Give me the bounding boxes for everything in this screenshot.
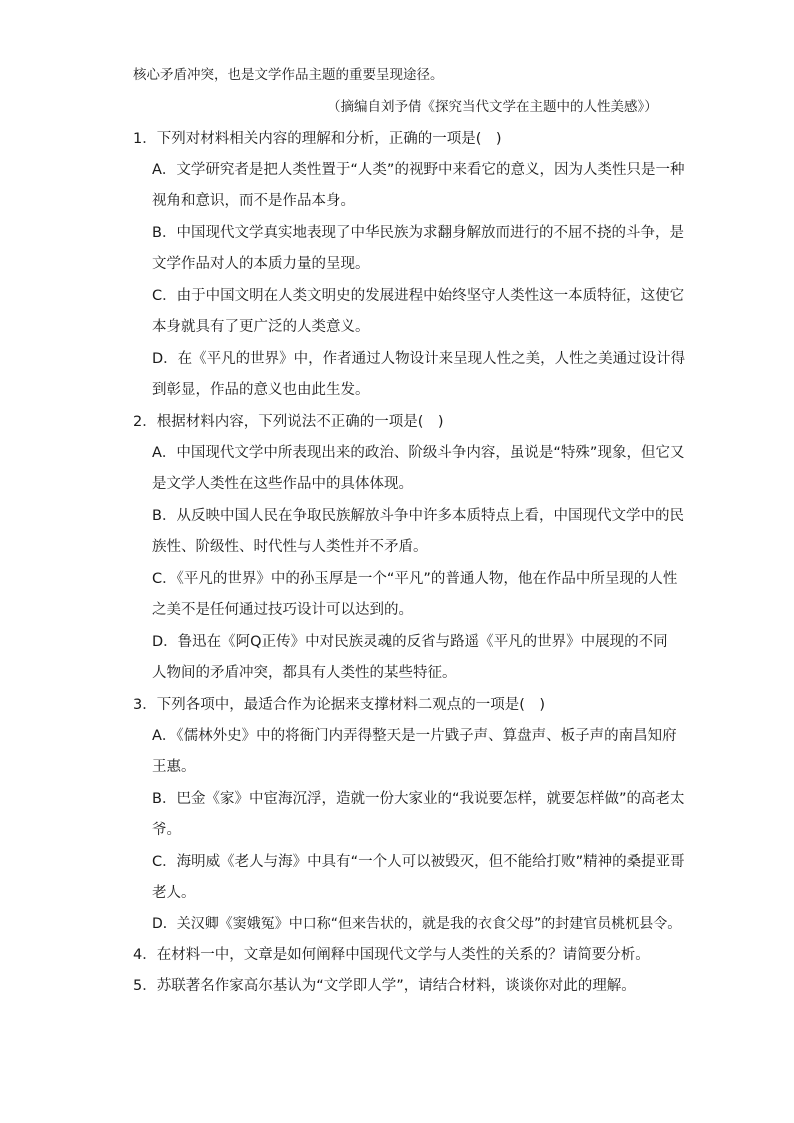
question-2-option-c: C．《平凡的世界》中的孙玉厚是一个“平凡”的普通人物，他在作品中所呈现的人性 (152, 571, 678, 587)
question-1-option-a: A．文学研究者是把人类性置于“人类”的视野中来看它的意义，因为人类性只是一种 (152, 162, 685, 178)
question-3-option-c-cont: 老人。 (152, 885, 196, 901)
question-1-option-c: C．由于中国文明在人类文明史的发展进程中始终坚守人类性这一本质特征，这使它 (152, 288, 685, 304)
question-3-option-a-cont: 王惠。 (152, 759, 196, 775)
question-2-option-a: A．中国现代文学中所表现出来的政治、阶级斗争内容，虽说是“特殊”现象，但它又 (152, 445, 685, 461)
question-3-option-d: D．关汉卿《窦娥冤》中口称“但来告状的，就是我的衣食父母”的封建官员桃杌县令。 (152, 916, 682, 932)
question-1-option-d: D．在《平凡的世界》中，作者通过人物设计来呈现人性之美，人性之美通过设计得 (152, 351, 686, 367)
question-2-option-a-cont: 是文学人类性在这些作品中的具体体现。 (152, 476, 413, 492)
question-2-option-b: B．从反映中国人民在争取民族解放斗争中许多本质特点上看，中国现代文学中的民 (152, 508, 684, 524)
question-3-stem: 3．下列各项中，最适合作为论据来支撑材料二观点的一项是( ) (133, 697, 546, 713)
question-1-option-b-cont: 文学作品对人的本质力量的呈现。 (152, 256, 370, 272)
question-1-option-c-cont: 本身就具有了更广泛的人类意义。 (152, 319, 370, 335)
question-3-option-b-cont: 爷。 (152, 822, 181, 838)
question-2-option-b-cont: 族性、阶级性、时代性与人类性并不矛盾。 (152, 539, 428, 555)
question-1-option-a-cont: 视角和意识，而不是作品本身。 (152, 193, 355, 209)
question-1-stem: 1．下列对材料相关内容的理解和分析，正确的一项是( ) (133, 131, 502, 147)
question-2-option-d-cont: 人物间的矛盾冲突，都具有人类性的某些特征。 (152, 665, 457, 681)
question-5-stem: 5．苏联著名作家高尔基认为“文学即人学”，请结合材料，谈谈你对此的理解。 (133, 978, 636, 994)
question-1-option-b: B．中国现代文学真实地表现了中华民族为求翻身解放而进行的不屈不挠的斗争，是 (152, 225, 684, 241)
intro-text: 核心矛盾冲突，也是文学作品主题的重要呈现途径。 (133, 67, 444, 83)
question-2-stem: 2．根据材料内容，下列说法不正确的一项是( ) (133, 414, 444, 430)
question-1-option-d-cont: 到彰显，作品的意义也由此生发。 (152, 382, 370, 398)
question-4-stem: 4．在材料一中，文章是如何阐释中国现代文学与人类性的关系的？请简要分析。 (133, 947, 650, 963)
source-citation: （摘编自刘予倩《探究当代文学在主题中的人性美感》） (327, 99, 658, 115)
question-3-option-c: C．海明威《老人与海》中具有“一个人可以被毁灭，但不能给打败”精神的桑提亚哥 (152, 854, 685, 870)
question-2-option-c-cont: 之美不是任何通过技巧设计可以达到的。 (152, 602, 413, 618)
question-2-option-d: D．鲁迅在《阿Q正传》中对民族灵魂的反省与路遥《平凡的世界》中展现的不同 (152, 634, 668, 650)
question-3-option-a: A．《儒林外史》中的将衙门内弄得整天是一片戥子声、算盘声、板子声的南昌知府 (152, 728, 677, 744)
question-3-option-b: B．巴金《家》中宦海沉浮，造就一份大家业的“我说要怎样，就要怎样做”的高老太 (152, 791, 685, 807)
